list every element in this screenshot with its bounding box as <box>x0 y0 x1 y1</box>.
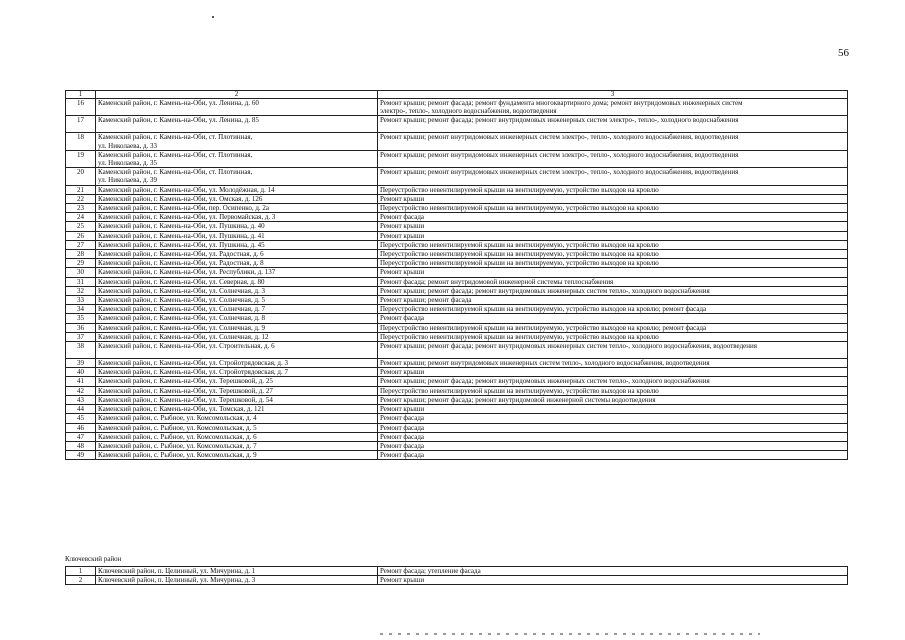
works-cell <box>378 441 848 450</box>
table-row <box>66 305 848 314</box>
repair-table-kluchevsky <box>65 566 848 585</box>
table-row <box>66 259 848 268</box>
works-cell <box>378 213 848 222</box>
row-number: 33 <box>66 296 96 305</box>
works-line: Переустройство невентилируемой крыши на вентилируемую, устройство выходов на кровлю <box>380 185 659 194</box>
address-cell <box>96 116 378 133</box>
table-row <box>66 314 848 323</box>
row-number: 46 <box>66 423 96 432</box>
works-cell <box>378 268 848 277</box>
address-line: Каменский район, г. Камень-на-Оби, ул. Первомайская, д. 3 <box>98 213 276 222</box>
works-line: Ремонт крыши <box>380 194 425 203</box>
address-cell <box>96 286 378 295</box>
table-row <box>66 286 848 295</box>
address-cell <box>96 250 378 259</box>
works-line: Ремонт крыши <box>380 222 425 231</box>
row-number: 28 <box>66 250 96 259</box>
works-cell <box>378 240 848 249</box>
table-row <box>66 332 848 341</box>
works-cell <box>378 332 848 341</box>
address-line: Каменский район, с. Рыбное, ул. Комсомольская, д. 4 <box>98 414 257 423</box>
address-cell <box>96 185 378 194</box>
address-line: Каменский район, г. Камень-на-Оби, ул. Солнечная, д. 9 <box>98 323 266 332</box>
address-line: Каменский район, г. Камень-на-Оби, ул. Молодёжная, д. 14 <box>98 185 275 194</box>
works-line: Ремонт крыши; ремонт фасада; ремонт внутридомовой инженерной системы водоотведения <box>380 395 656 404</box>
address-cell <box>96 259 378 268</box>
works-cell <box>378 414 848 423</box>
row-number: 42 <box>66 386 96 395</box>
works-cell <box>378 359 848 368</box>
address-line: Каменский район, г. Камень-на-Оби, ул. Терешковой, д. 25 <box>98 377 273 386</box>
row-number: 23 <box>66 204 96 213</box>
works-line: Ремонт крыши <box>380 231 425 240</box>
address-cell <box>96 222 378 231</box>
works-line: Ремонт фасада <box>380 213 425 222</box>
address-cell <box>96 268 378 277</box>
table-row <box>66 359 848 368</box>
works-cell <box>378 133 848 150</box>
works-line: Ремонт крыши; ремонт фасада; ремонт внутридомовых инженерных систем тепло-, холодного водоснабжения <box>380 286 710 295</box>
table-row <box>66 204 848 213</box>
address-cell <box>96 451 378 460</box>
repair-table-body <box>66 91 848 460</box>
table-row <box>66 213 848 222</box>
works-line: Ремонт крыши <box>380 576 425 585</box>
table-row <box>66 377 848 386</box>
table-row <box>66 567 848 576</box>
address-cell <box>96 99 378 116</box>
works-cell <box>378 259 848 268</box>
row-number: 22 <box>66 194 96 203</box>
works-line: Ремонт крыши <box>380 368 425 377</box>
address-line: Каменский район, с. Рыбное, ул. Комсомольская, д. 5 <box>98 423 257 432</box>
table-row <box>66 423 848 432</box>
works-cell <box>378 250 848 259</box>
works-cell <box>378 395 848 404</box>
works-line: Переустройство невентилируемой крыши на вентилируемую, устройство выходов на кровлю <box>380 240 659 249</box>
address-cell <box>96 395 378 404</box>
address-cell <box>96 296 378 305</box>
works-line: Ремонт крыши; ремонт фасада; ремонт внутридомовых инженерных систем электро-, тепло-, холодного водоснабжения <box>380 116 739 125</box>
works-line: Ремонт фасада <box>380 451 425 460</box>
address-cell <box>96 314 378 323</box>
row-number: 40 <box>66 368 96 377</box>
works-cell <box>378 204 848 213</box>
address-cell <box>96 277 378 286</box>
works-line: Ремонт крыши; ремонт фасада; ремонт фундамента многоквартирного дома; ремонт внутридомовых инженерных систем <box>380 99 743 107</box>
row-number: 39 <box>66 359 96 368</box>
address-cell <box>96 441 378 450</box>
works-line: Ремонт фасада <box>380 423 425 432</box>
row-number: 27 <box>66 240 96 249</box>
works-cell <box>378 451 848 460</box>
address-line: ул. Николаева, д. 39 <box>98 176 158 185</box>
works-cell <box>378 277 848 286</box>
row-number: 21 <box>66 185 96 194</box>
works-cell <box>378 305 848 314</box>
address-line: Каменский район, г. Камень-на-Оби, ст. Плотинная, <box>98 133 253 142</box>
address-line: Каменский район, г. Камень-на-Оби, ул. Республики, д. 137 <box>98 268 276 277</box>
row-number: 36 <box>66 323 96 332</box>
row-number: 25 <box>66 222 96 231</box>
row-number: 44 <box>66 405 96 414</box>
works-cell <box>378 567 848 576</box>
works-line: Переустройство невентилируемой крыши на вентилируемую, устройство выходов на кровлю; ремонт фасада <box>380 323 707 332</box>
works-line: электро-, тепло-, холодного водоснабжения, водоотведения <box>380 107 557 116</box>
address-line: Каменский район, г. Камень-на-Оби, ст. Плотинная, <box>98 150 253 159</box>
works-line: Ремонт фасада <box>380 432 425 441</box>
table-row <box>66 576 848 585</box>
row-number: 26 <box>66 231 96 240</box>
address-line: Каменский район, г. Камень-на-Оби, ул. Солнечная, д. 7 <box>98 305 266 314</box>
works-cell <box>378 168 848 185</box>
address-line: Каменский район, с. Рыбное, ул. Комсомольская, д. 9 <box>98 451 257 460</box>
address-cell <box>96 332 378 341</box>
works-line: Ремонт крыши; ремонт внутридомовых инженерных систем электро-, тепло-, холодного водоснабжения, водоотведения <box>380 168 739 177</box>
table-row <box>66 222 848 231</box>
row-number: 30 <box>66 268 96 277</box>
address-line: Ключевский район, п. Целинный, ул. Мичурина, д. 3 <box>98 576 256 585</box>
works-cell <box>378 405 848 414</box>
address-cell <box>96 305 378 314</box>
table-row <box>66 342 848 359</box>
row-number: 31 <box>66 277 96 286</box>
works-line: Ремонт фасада; ремонт внутридомовой инженерной системы теплоснабжения <box>380 277 614 286</box>
works-line: Переустройство невентилируемой крыши на вентилируемую, устройство выходов на кровлю <box>380 250 659 259</box>
address-cell <box>96 359 378 368</box>
address-line: Каменский район, г. Камень-на-Оби, пер. Осипенко, д. 2а <box>98 204 270 213</box>
table-row <box>66 451 848 460</box>
repair-table <box>65 90 848 460</box>
address-line: Каменский район, с. Рыбное, ул. Комсомольская, д. 7 <box>98 441 257 450</box>
address-cell <box>96 194 378 203</box>
table-row <box>66 116 848 133</box>
row-number: 47 <box>66 432 96 441</box>
address-cell <box>96 231 378 240</box>
works-cell <box>378 377 848 386</box>
works-cell <box>378 423 848 432</box>
table-row <box>66 414 848 423</box>
section-title-kluchevsky: Ключевский район <box>65 555 122 563</box>
works-line: Ремонт фасада <box>380 441 425 450</box>
works-line: Ремонт крыши; ремонт фасада <box>380 296 472 305</box>
address-line: Каменский район, г. Камень-на-Оби, ул. Пушкина, д. 45 <box>98 240 265 249</box>
works-line: Ремонт крыши <box>380 268 425 277</box>
row-number: 1 <box>66 567 96 576</box>
scan-speck <box>212 16 214 18</box>
row-number: 2 <box>66 576 96 585</box>
address-cell <box>96 150 378 167</box>
table-row <box>66 168 848 185</box>
address-line: Каменский район, г. Камень-на-Оби, ст. Плотинная, <box>98 168 253 177</box>
address-line: Каменский район, г. Камень-на-Оби, ул. Радостная, д. 6 <box>98 250 264 259</box>
works-cell <box>378 150 848 167</box>
header-col-3: 3 <box>378 91 848 99</box>
row-number: 37 <box>66 332 96 341</box>
address-cell <box>96 323 378 332</box>
works-line: Ремонт фасада; утепление фасада <box>380 567 481 575</box>
address-line: ул. Николаева, д. 35 <box>98 159 158 168</box>
works-line: Ремонт крыши; ремонт внутридомовых инженерных систем электро-, тепло-, холодного водоснабжения, водоотведения <box>380 150 739 159</box>
row-number: 16 <box>66 99 96 116</box>
address-cell <box>96 386 378 395</box>
address-line: Каменский район, г. Камень-на-Оби, ул. Пушкина, д. 40 <box>98 222 265 231</box>
works-cell <box>378 286 848 295</box>
works-cell <box>378 231 848 240</box>
table-row <box>66 240 848 249</box>
table-row <box>66 386 848 395</box>
address-cell <box>96 432 378 441</box>
table-row <box>66 441 848 450</box>
row-number: 24 <box>66 213 96 222</box>
works-cell <box>378 194 848 203</box>
address-line: Каменский район, г. Камень-на-Оби, ул. Радостная, д. 8 <box>98 259 264 268</box>
row-number: 45 <box>66 414 96 423</box>
table-row <box>66 296 848 305</box>
works-line: Ремонт крыши; ремонт внутридомовых инженерных систем электро-, тепло-, холодного водоснабжения, водоотведения <box>380 133 739 142</box>
works-cell <box>378 116 848 133</box>
page-number: 56 <box>838 47 849 59</box>
address-cell <box>96 423 378 432</box>
table-row <box>66 133 848 150</box>
address-line: Каменский район, г. Камень-на-Оби, ул. Томская, д. 121 <box>98 405 265 414</box>
row-number: 17 <box>66 116 96 133</box>
address-cell <box>96 213 378 222</box>
row-number: 43 <box>66 395 96 404</box>
address-line: Каменский район, г. Камень-на-Оби, ул. Строительная, д. 6 <box>98 342 275 351</box>
table-row <box>66 268 848 277</box>
works-line: Переустройство невентилируемой крыши на вентилируемую, устройство выходов на кровлю <box>380 204 659 213</box>
address-cell <box>96 567 378 576</box>
table-row <box>66 150 848 167</box>
row-number: 20 <box>66 168 96 185</box>
address-cell <box>96 368 378 377</box>
row-number: 34 <box>66 305 96 314</box>
table-row <box>66 405 848 414</box>
works-cell <box>378 222 848 231</box>
header-col-1: 1 <box>66 91 96 99</box>
table-row <box>66 368 848 377</box>
address-line: Ключевский район, п. Целинный, ул. Мичурина, д. 1 <box>98 567 256 575</box>
address-cell <box>96 240 378 249</box>
works-cell <box>378 296 848 305</box>
works-cell <box>378 323 848 332</box>
table-row <box>66 323 848 332</box>
works-line: Ремонт крыши; ремонт фасада; ремонт внутридомовых инженерных систем тепло-, холодного водоснабжения, водоотведения <box>380 342 757 351</box>
header-col-2: 2 <box>96 91 378 99</box>
address-line: Каменский район, г. Камень-на-Оби, ул. Солнечная, д. 3 <box>98 286 266 295</box>
address-line: ул. Николаева, д. 33 <box>98 141 158 150</box>
address-line: Каменский район, г. Камень-на-Оби, ул. Солнечная, д. 8 <box>98 314 266 323</box>
row-number: 19 <box>66 150 96 167</box>
works-cell <box>378 185 848 194</box>
address-cell <box>96 342 378 359</box>
row-number: 38 <box>66 342 96 359</box>
works-line: Ремонт крыши; ремонт фасада; ремонт внутридомовых инженерных систем тепло-, холодного водоснабжения <box>380 377 710 386</box>
works-cell <box>378 386 848 395</box>
table-row <box>66 432 848 441</box>
address-line: Каменский район, с. Рыбное, ул. Комсомольская, д. 6 <box>98 432 257 441</box>
works-line: Переустройство невентилируемой крыши на вентилируемую, устройство выходов на кровлю <box>380 259 659 268</box>
address-cell <box>96 405 378 414</box>
address-line: Каменский район, г. Камень-на-Оби, ул. Солнечная, д. 12 <box>98 332 269 341</box>
address-cell <box>96 377 378 386</box>
address-line: Каменский район, г. Камень-на-Оби, ул. Терешковой, д. 54 <box>98 395 273 404</box>
address-cell <box>96 204 378 213</box>
works-cell <box>378 368 848 377</box>
address-line: Каменский район, г. Камень-на-Оби, ул. Пушкина, д. 41 <box>98 231 265 240</box>
row-number: 48 <box>66 441 96 450</box>
row-number: 35 <box>66 314 96 323</box>
works-cell <box>378 576 848 585</box>
row-number: 29 <box>66 259 96 268</box>
address-line: Каменский район, г. Камень-на-Оби, ул. Ленина, д. 85 <box>98 116 259 125</box>
row-number: 18 <box>66 133 96 150</box>
row-number: 32 <box>66 286 96 295</box>
works-line: Переустройство невентилируемой крыши на вентилируемую, устройство выходов на кровлю <box>380 332 659 341</box>
table-row <box>66 185 848 194</box>
repair-table-kluchevsky-body <box>66 567 848 585</box>
works-cell <box>378 314 848 323</box>
address-line: Каменский район, г. Камень-на-Оби, ул. Стройотрядовская, д. 7 <box>98 368 288 377</box>
table-row <box>66 231 848 240</box>
address-line: Каменский район, г. Камень-на-Оби, ул. Омская, д. 126 <box>98 194 263 203</box>
works-cell <box>378 342 848 359</box>
table-row <box>66 194 848 203</box>
works-line: Ремонт крыши; ремонт внутридомовых инженерных систем тепло-, холодного водоснабжения, водоотведения <box>380 359 710 368</box>
works-cell <box>378 99 848 116</box>
table-row <box>66 250 848 259</box>
works-line: Переустройство невентилируемой крыши на вентилируемую, устройство выходов на кровлю; ремонт фасада <box>380 305 707 314</box>
table-row <box>66 395 848 404</box>
row-number: 49 <box>66 451 96 460</box>
table-row <box>66 277 848 286</box>
address-cell <box>96 168 378 185</box>
address-cell <box>96 576 378 585</box>
works-line: Переустройство невентилируемой крыши на вентилируемую, устройство выходов на кровлю <box>380 386 659 395</box>
address-line: Каменский район, г. Камень-на-Оби, ул. Ленина, д. 60 <box>98 99 259 107</box>
address-line: Каменский район, г. Камень-на-Оби, ул. Северная, д. 80 <box>98 277 265 286</box>
works-cell <box>378 432 848 441</box>
address-line: Каменский район, г. Камень-на-Оби, ул. Стройотрядовская, д. 3 <box>98 359 288 368</box>
address-cell <box>96 414 378 423</box>
row-number: 41 <box>66 377 96 386</box>
works-line: Ремонт фасада <box>380 314 425 323</box>
address-cell <box>96 133 378 150</box>
address-line: Каменский район, г. Камень-на-Оби, ул. Солнечная, д. 5 <box>98 296 266 305</box>
works-line: Ремонт крыши <box>380 405 425 414</box>
works-line: Ремонт фасада <box>380 414 425 423</box>
scan-footer-artifact <box>380 633 760 635</box>
address-line: Каменский район, г. Камень-на-Оби, ул. Терешковой, д. 27 <box>98 386 273 395</box>
table-header-row <box>66 91 848 99</box>
table-row <box>66 99 848 116</box>
